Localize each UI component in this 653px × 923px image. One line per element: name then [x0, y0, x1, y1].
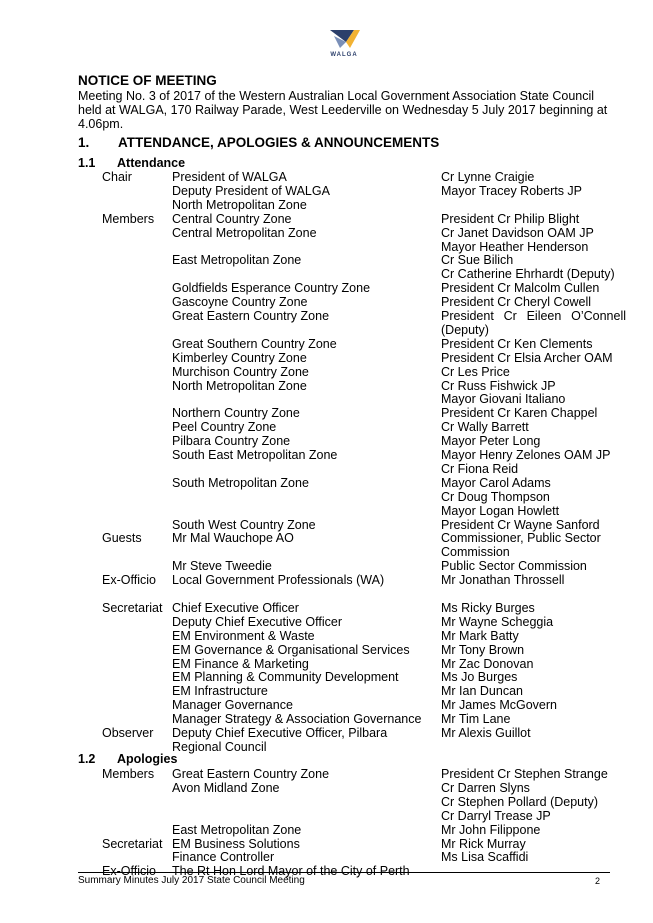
table-row — [0, 794, 653, 823]
row-name: Mayor Giovani Italiano — [441, 392, 566, 407]
row-name: Mr John Filippone — [441, 822, 541, 837]
table-row — [0, 615, 653, 629]
row-position: EM Business Solutions — [172, 836, 300, 851]
row-name: President Cr Malcolm Cullen — [441, 281, 600, 296]
row-position: South West Country Zone — [172, 517, 316, 532]
table-row — [0, 198, 653, 212]
row-position: Central Metropolitan Zone — [172, 225, 317, 240]
name-word: President — [441, 309, 494, 323]
row-position: The Rt Hon Lord Mayor of the City of Perth — [172, 864, 410, 879]
table-row — [0, 504, 653, 518]
row-name: Cr Russ Fishwick JP — [441, 378, 556, 393]
table-row — [0, 365, 653, 379]
row-role: Guests — [102, 531, 142, 546]
name-word: O’Connell — [571, 309, 626, 323]
name-word: Eileen — [526, 309, 562, 323]
row-position: South East Metropolitan Zone — [172, 448, 338, 462]
row-name: Cr Wally Barrett — [441, 420, 529, 435]
row-position: Great Southern Country Zone — [172, 336, 337, 351]
row-position: Murchison Country Zone — [172, 364, 309, 379]
footer-divider — [78, 872, 610, 873]
row-name: Cr Lynne Craigie — [441, 170, 535, 184]
row-position: North Metropolitan Zone — [172, 378, 307, 393]
row-name: Cr Fiona Reid — [441, 461, 519, 476]
row-position: Central Country Zone — [172, 211, 292, 226]
row-name: Cr Doug Thompson — [441, 489, 550, 504]
table-row — [0, 476, 653, 490]
row-name: President Cr Philip Blight — [441, 211, 580, 226]
row-name: Mr Rick Murray — [441, 836, 526, 851]
section-heading — [78, 135, 439, 150]
table-row — [0, 309, 653, 323]
footer-title: Summary Minutes July 2017 State Council Meeting — [78, 875, 305, 886]
row-name: Mr Jonathan Throssell — [441, 573, 565, 588]
row-name: Mr James McGovern — [441, 698, 557, 713]
table-row — [0, 379, 653, 393]
row-name: Mr Tim Lane — [441, 712, 511, 727]
table-row — [0, 643, 653, 657]
row-name: (Deputy) — [441, 322, 489, 337]
table-row — [0, 184, 653, 198]
row-name: Mr Mark Batty — [441, 628, 519, 643]
name-word: Cr — [503, 309, 517, 323]
table-row — [0, 267, 653, 281]
row-position: Deputy President of WALGA — [172, 183, 330, 198]
table-row — [0, 337, 653, 351]
row-position: Great Eastern Country Zone — [172, 767, 330, 781]
row-position: Mr Steve Tweedie — [172, 559, 272, 574]
row-name: President Cr Stephen Strange — [441, 767, 608, 781]
table-row — [0, 434, 653, 448]
page-number: 2 — [595, 876, 601, 886]
attendance-heading — [78, 156, 185, 170]
table-row — [0, 392, 653, 406]
row-name: Mayor Henry Zelones OAM JP — [441, 448, 611, 462]
row-position: Finance Controller — [172, 850, 275, 865]
row-role: Members — [102, 767, 155, 781]
table-row — [0, 559, 653, 573]
table-row — [0, 712, 653, 726]
table-row — [0, 212, 653, 226]
row-name: Cr Stephen Pollard (Deputy) — [441, 794, 599, 809]
row-name: Ms Jo Burges — [441, 670, 518, 685]
row-name: Cr Janet Davidson OAM JP — [441, 225, 594, 240]
apologies-heading — [78, 752, 177, 766]
row-name: Cr Darryl Trease JP — [441, 808, 551, 823]
apologies-number: 1.2 — [78, 752, 96, 766]
table-row — [0, 406, 653, 420]
row-name: Public Sector Commission — [441, 559, 587, 574]
row-position: EM Planning & Community Development — [172, 670, 399, 685]
attendance-number: 1.1 — [78, 156, 96, 170]
table-row — [0, 629, 653, 643]
section-number: 1. — [78, 135, 90, 150]
row-name: President Cr Karen Chappel — [441, 406, 598, 421]
row-role: Secretariat — [102, 600, 163, 615]
row-name: Mayor Tracey Roberts JP — [441, 183, 583, 198]
row-position: Regional Council — [172, 739, 267, 754]
row-name: Mayor Peter Long — [441, 434, 541, 449]
row-name: Commission — [441, 545, 510, 560]
row-role: Members — [102, 211, 155, 226]
row-position: Chief Executive Officer — [172, 600, 299, 615]
row-role: Observer — [102, 726, 154, 740]
row-name: Cr Darren Slyns — [441, 780, 530, 795]
row-position: East Metropolitan Zone — [172, 822, 302, 837]
table-row — [0, 601, 653, 615]
row-name: Mayor Heather Henderson — [441, 239, 589, 254]
row-name: Commissioner, Public Sector — [441, 531, 601, 546]
row-position: Northern Country Zone — [172, 406, 300, 421]
row-name: Cr Les Price — [441, 364, 510, 379]
row-name: Mr Zac Donovan — [441, 656, 534, 671]
table-row — [0, 808, 653, 837]
row-position: EM Environment & Waste — [172, 628, 315, 643]
table-row — [0, 420, 653, 434]
row-position: North Metropolitan Zone — [172, 197, 307, 212]
table-row — [0, 490, 653, 504]
table-row — [0, 726, 653, 740]
table-row — [0, 462, 653, 476]
row-position: EM Infrastructure — [172, 684, 268, 699]
row-name: President Cr Elsia Archer OAM — [441, 350, 613, 365]
row-position: Gascoyne Country Zone — [172, 295, 308, 310]
row-name: Mayor Carol Adams — [441, 475, 551, 490]
table-row — [0, 253, 653, 267]
table-row — [0, 545, 653, 559]
row-position: Manager Governance — [172, 698, 293, 713]
row-position: EM Finance & Marketing — [172, 656, 309, 671]
row-role: Ex-Officio — [102, 864, 156, 879]
table-row — [0, 295, 653, 309]
table-row — [0, 698, 653, 712]
row-name: President Cr Cheryl Cowell — [441, 295, 592, 310]
section-title: ATTENDANCE, APOLOGIES & ANNOUNCEMENTS — [118, 135, 440, 150]
row-name: Mr Tony Brown — [441, 642, 525, 657]
row-name: Mr Ian Duncan — [441, 684, 523, 699]
table-row — [0, 240, 653, 254]
row-role: Chair — [102, 170, 132, 184]
row-name: Mr Alexis Guillot — [441, 726, 531, 740]
row-position: Mr Mal Wauchope AO — [172, 531, 294, 546]
table-row — [0, 684, 653, 698]
row-name: Ms Lisa Scaffidi — [441, 850, 529, 865]
row-position: Deputy Chief Executive Officer, Pilbara — [172, 726, 388, 740]
table-row — [0, 670, 653, 684]
row-name: Mr Wayne Scheggia — [441, 614, 554, 629]
table-row — [0, 226, 653, 240]
attendance-title: Attendance — [117, 156, 186, 170]
table-row — [0, 323, 653, 337]
row-position: Avon Midland Zone — [172, 780, 280, 795]
row-position: Manager Strategy & Association Governance — [172, 712, 422, 727]
row-position: East Metropolitan Zone — [172, 253, 302, 268]
row-role: Ex-Officio — [102, 573, 156, 588]
table-row — [0, 170, 653, 184]
row-position: EM Governance & Organisational Services — [172, 642, 410, 657]
row-name: Cr Catherine Ehrhardt (Deputy) — [441, 267, 615, 282]
row-position: President of WALGA — [172, 170, 287, 184]
table-row — [0, 518, 653, 532]
row-position: Kimberley Country Zone — [172, 350, 307, 365]
table-row — [0, 448, 653, 462]
row-name: Mayor Logan Howlett — [441, 503, 560, 518]
row-position: Great Eastern Country Zone — [172, 309, 330, 323]
row-name: Cr Sue Bilich — [441, 253, 514, 268]
table-row — [0, 573, 653, 587]
row-name: President Cr Ken Clements — [441, 336, 593, 351]
row-role: Secretariat — [102, 836, 163, 851]
row-position: Deputy Chief Executive Officer — [172, 614, 342, 629]
row-position: Pilbara Country Zone — [172, 434, 291, 449]
logo-text: WALGA — [330, 52, 358, 58]
table-row — [0, 657, 653, 671]
table-row — [0, 281, 653, 295]
row-position: South Metropolitan Zone — [172, 475, 309, 490]
notice-body: Meeting No. 3 of 2017 of the Western Australian Local Government Association State Council held at WALGA, 170 Railway Parade, West Leederville on Wednesday 5 July 2017 beginning at 4.06pm. — [78, 89, 608, 131]
notice-title: NOTICE OF MEETING — [78, 73, 217, 88]
table-row — [0, 587, 653, 601]
row-position: Local Government Professionals (WA) — [172, 573, 385, 588]
row-name — [441, 309, 626, 323]
row-position: Goldfields Esperance Country Zone — [172, 281, 371, 296]
table-row — [0, 351, 653, 365]
row-position: Peel Country Zone — [172, 420, 277, 435]
row-name: Ms Ricky Burges — [441, 600, 535, 615]
table-row — [0, 531, 653, 545]
row-name: President Cr Wayne Sanford — [441, 517, 600, 532]
apologies-title: Apologies — [117, 752, 178, 766]
